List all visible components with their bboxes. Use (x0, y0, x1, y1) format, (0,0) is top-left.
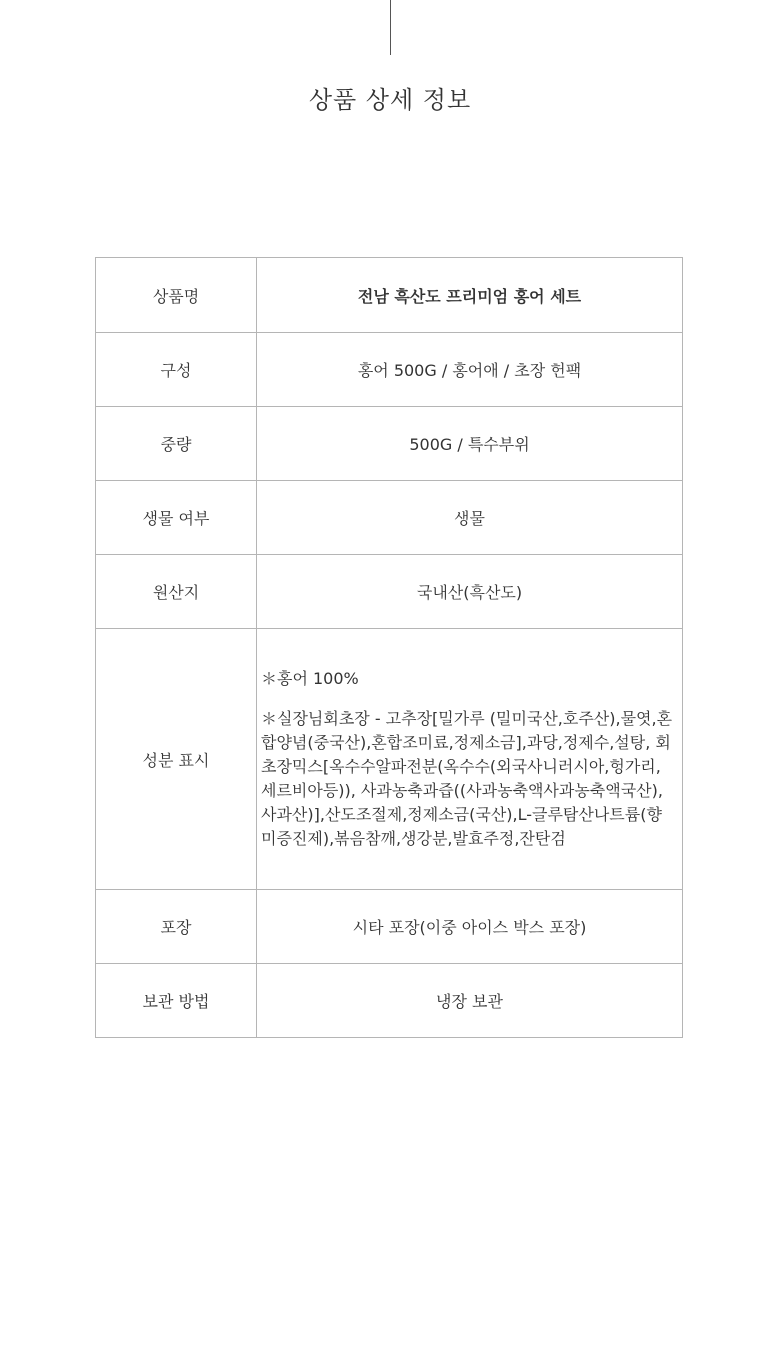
spec-row-storage (96, 964, 683, 1038)
spec-row-weight (96, 407, 683, 481)
spec-label-product-name: 상품명 (96, 258, 257, 333)
spec-row-ingredients (96, 629, 683, 890)
spec-label-weight: 중량 (96, 407, 257, 481)
spec-value-product-name: 전남 흑산도 프리미엄 홍어 세트 (257, 258, 683, 333)
spec-value-ingredients (257, 629, 683, 890)
spec-row-composition (96, 333, 683, 407)
spec-label-origin: 원산지 (96, 555, 257, 629)
ingredients-spacer (261, 691, 674, 707)
spec-row-raw (96, 481, 683, 555)
product-spec-table (95, 257, 683, 1038)
spec-label-packaging: 포장 (96, 890, 257, 964)
spec-label-ingredients: 성분 표시 (96, 629, 257, 890)
spec-label-raw: 생물 여부 (96, 481, 257, 555)
spec-row-product-name (96, 258, 683, 333)
spec-value-storage: 냉장 보관 (257, 964, 683, 1038)
spec-label-composition: 구성 (96, 333, 257, 407)
ingredients-line-main: ＊홍어 100% (261, 669, 359, 688)
spec-value-raw: 생물 (257, 481, 683, 555)
ingredients-line-sauce: ＊실장님회초장 - 고추장[밀가루 (밀미국산,호주산),물엿,혼합양념(중국산),혼합조미료,정제소금],과당,정제수,설탕, 회초장믹스[옥수수알파전분(옥수수(외국사니러시아,헝가리,세르비아등)), 사과농축과즙((사과농축액사과농축액국산),사과산)],산도조절제,정제소금(국산),L-글루탐산나트륨(향미증진제),볶음참깨,생강분,발효주정,잔탄검 (261, 709, 673, 848)
spec-row-packaging (96, 890, 683, 964)
spec-value-weight: 500G / 특수부위 (257, 407, 683, 481)
spec-value-packaging: 시타 포장(이중 아이스 박스 포장) (257, 890, 683, 964)
spec-value-composition: 홍어 500G / 홍어애 / 초장 헌팩 (257, 333, 683, 407)
page-title: 상품 상세 정보 (308, 86, 472, 114)
spec-row-origin (96, 555, 683, 629)
top-divider-line (390, 0, 391, 55)
spec-label-storage: 보관 방법 (96, 964, 257, 1038)
spec-value-origin: 국내산(흑산도) (257, 555, 683, 629)
